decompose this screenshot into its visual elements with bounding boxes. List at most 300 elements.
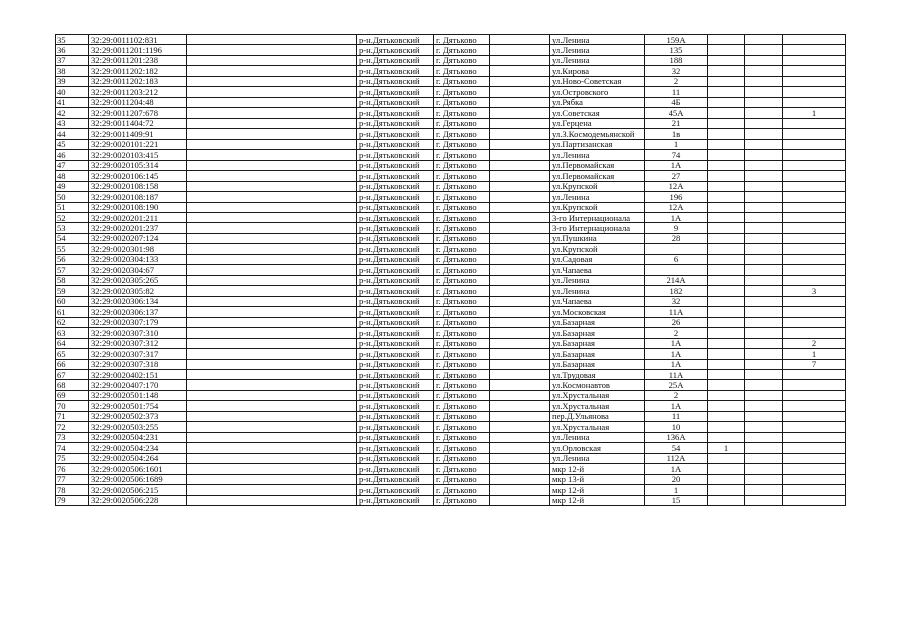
street-cell: мкр 13-й <box>550 474 645 484</box>
object-name-cell <box>187 192 357 202</box>
building-cell <box>708 192 745 202</box>
row-number-cell: 47 <box>56 160 89 170</box>
city-cell: г. Дятьково <box>434 129 490 139</box>
house-number-cell: 74 <box>645 150 708 160</box>
city-cell: г. Дятьково <box>434 275 490 285</box>
district-cell: р-н.Дятьковский <box>357 401 434 411</box>
cadastral-number-cell: 32:29:0020307:317 <box>89 349 187 359</box>
row-number-cell: 79 <box>56 495 89 505</box>
house-number-cell: 188 <box>645 55 708 65</box>
apartment-cell <box>745 118 783 128</box>
cadastral-number-cell: 32:29:0020306:134 <box>89 296 187 306</box>
table-row <box>56 171 846 181</box>
city-cell: г. Дятьково <box>434 349 490 359</box>
house-number-cell: 4Б <box>645 97 708 107</box>
table-row <box>56 485 846 495</box>
object-name-cell <box>187 338 357 348</box>
house-number-cell: 6 <box>645 254 708 264</box>
district-cell: р-н.Дятьковский <box>357 464 434 474</box>
table-row <box>56 192 846 202</box>
table-row <box>56 55 846 65</box>
house-number-cell: 12А <box>645 202 708 212</box>
building-cell <box>708 129 745 139</box>
quantity-cell <box>783 202 846 212</box>
street-cell: ул.Садовая <box>550 254 645 264</box>
cadastral-number-cell: 32:29:0020506:1601 <box>89 464 187 474</box>
building-cell <box>708 453 745 463</box>
object-name-cell <box>187 76 357 86</box>
street-cell: пер.Д.Ульянова <box>550 411 645 421</box>
apartment-cell <box>745 474 783 484</box>
city-cell: г. Дятьково <box>434 150 490 160</box>
table-row <box>56 202 846 212</box>
city-cell: г. Дятьково <box>434 45 490 55</box>
settlement-cell <box>490 422 550 432</box>
district-cell: р-н.Дятьковский <box>357 432 434 442</box>
table-row <box>56 265 846 275</box>
apartment-cell <box>745 380 783 390</box>
street-cell: ул.Ленина <box>550 150 645 160</box>
building-cell <box>708 286 745 296</box>
row-number-cell: 61 <box>56 307 89 317</box>
settlement-cell <box>490 202 550 212</box>
row-number-cell: 57 <box>56 265 89 275</box>
cadastral-number-cell: 32:29:0020407:170 <box>89 380 187 390</box>
cadastral-number-cell: 32:29:0020304:133 <box>89 254 187 264</box>
object-name-cell <box>187 464 357 474</box>
cadastral-number-cell: 32:29:0020106:145 <box>89 171 187 181</box>
cadastral-number-cell: 32:29:0020304:67 <box>89 265 187 275</box>
object-name-cell <box>187 275 357 285</box>
house-number-cell: 1А <box>645 349 708 359</box>
quantity-cell <box>783 474 846 484</box>
apartment-cell <box>745 349 783 359</box>
object-name-cell <box>187 66 357 76</box>
cadastral-number-cell: 32:29:0011207:678 <box>89 108 187 118</box>
apartment-cell <box>745 370 783 380</box>
apartment-cell <box>745 233 783 243</box>
settlement-cell <box>490 349 550 359</box>
table-row <box>56 401 846 411</box>
row-number-cell: 41 <box>56 97 89 107</box>
district-cell: р-н.Дятьковский <box>357 139 434 149</box>
cadastral-number-cell: 32:29:0020305:82 <box>89 286 187 296</box>
settlement-cell <box>490 223 550 233</box>
apartment-cell <box>745 495 783 505</box>
district-cell: р-н.Дятьковский <box>357 45 434 55</box>
table-row <box>56 244 846 254</box>
building-cell <box>708 171 745 181</box>
cadastral-number-cell: 32:29:0020307:318 <box>89 359 187 369</box>
street-cell: ул.Ново-Советская <box>550 76 645 86</box>
settlement-cell <box>490 307 550 317</box>
street-cell: мкр 12-й <box>550 464 645 474</box>
object-name-cell <box>187 171 357 181</box>
apartment-cell <box>745 171 783 181</box>
apartment-cell <box>745 265 783 275</box>
object-name-cell <box>187 212 357 222</box>
cadastral-number-cell: 32:29:0011201:238 <box>89 55 187 65</box>
settlement-cell <box>490 254 550 264</box>
house-number-cell: 9 <box>645 223 708 233</box>
district-cell: р-н.Дятьковский <box>357 495 434 505</box>
district-cell: р-н.Дятьковский <box>357 35 434 45</box>
object-name-cell <box>187 453 357 463</box>
district-cell: р-н.Дятьковский <box>357 338 434 348</box>
building-cell <box>708 474 745 484</box>
district-cell: р-н.Дятьковский <box>357 474 434 484</box>
object-name-cell <box>187 485 357 495</box>
object-name-cell <box>187 296 357 306</box>
table-row <box>56 380 846 390</box>
object-name-cell <box>187 328 357 338</box>
street-cell: ул.Базарная <box>550 349 645 359</box>
city-cell: г. Дятьково <box>434 464 490 474</box>
object-name-cell <box>187 286 357 296</box>
row-number-cell: 42 <box>56 108 89 118</box>
cadastral-number-cell: 32:29:0020108:190 <box>89 202 187 212</box>
street-cell: ул.Базарная <box>550 338 645 348</box>
district-cell: р-н.Дятьковский <box>357 286 434 296</box>
table-row <box>56 118 846 128</box>
house-number-cell: 159А <box>645 35 708 45</box>
cadastral-number-cell: 32:29:0020307:310 <box>89 328 187 338</box>
table-body <box>56 35 846 506</box>
settlement-cell <box>490 411 550 421</box>
object-name-cell <box>187 160 357 170</box>
cadastral-number-cell: 32:29:0020201:211 <box>89 212 187 222</box>
apartment-cell <box>745 192 783 202</box>
table-row <box>56 443 846 453</box>
table-row <box>56 296 846 306</box>
building-cell <box>708 55 745 65</box>
object-name-cell <box>187 411 357 421</box>
table-row <box>56 129 846 139</box>
apartment-cell <box>745 307 783 317</box>
district-cell: р-н.Дятьковский <box>357 118 434 128</box>
city-cell: г. Дятьково <box>434 443 490 453</box>
district-cell: р-н.Дятьковский <box>357 192 434 202</box>
table-row <box>56 411 846 421</box>
row-number-cell: 65 <box>56 349 89 359</box>
object-name-cell <box>187 265 357 275</box>
city-cell: г. Дятьково <box>434 223 490 233</box>
quantity-cell: 3 <box>783 286 846 296</box>
table-row <box>56 349 846 359</box>
street-cell: ул.Хрустальная <box>550 422 645 432</box>
settlement-cell <box>490 390 550 400</box>
apartment-cell <box>745 35 783 45</box>
row-number-cell: 60 <box>56 296 89 306</box>
object-name-cell <box>187 233 357 243</box>
row-number-cell: 74 <box>56 443 89 453</box>
house-number-cell: 27 <box>645 171 708 181</box>
apartment-cell <box>745 254 783 264</box>
building-cell <box>708 401 745 411</box>
street-cell: ул.Чапаева <box>550 265 645 275</box>
street-cell: ул.Ленина <box>550 453 645 463</box>
street-cell: ул.Орловская <box>550 443 645 453</box>
settlement-cell <box>490 275 550 285</box>
building-cell <box>708 338 745 348</box>
apartment-cell <box>745 55 783 65</box>
building-cell <box>708 495 745 505</box>
house-number-cell <box>645 244 708 254</box>
quantity-cell <box>783 223 846 233</box>
building-cell <box>708 244 745 254</box>
row-number-cell: 58 <box>56 275 89 285</box>
apartment-cell <box>745 453 783 463</box>
settlement-cell <box>490 108 550 118</box>
building-cell <box>708 265 745 275</box>
object-name-cell <box>187 359 357 369</box>
apartment-cell <box>745 97 783 107</box>
settlement-cell <box>490 432 550 442</box>
district-cell: р-н.Дятьковский <box>357 181 434 191</box>
row-number-cell: 67 <box>56 370 89 380</box>
district-cell: р-н.Дятьковский <box>357 202 434 212</box>
apartment-cell <box>745 411 783 421</box>
settlement-cell <box>490 286 550 296</box>
street-cell: ул.Крупской <box>550 244 645 254</box>
district-cell: р-н.Дятьковский <box>357 160 434 170</box>
city-cell: г. Дятьково <box>434 87 490 97</box>
row-number-cell: 36 <box>56 45 89 55</box>
row-number-cell: 72 <box>56 422 89 432</box>
table-row <box>56 181 846 191</box>
apartment-cell <box>745 275 783 285</box>
street-cell: 3-го Интернационала <box>550 212 645 222</box>
house-number-cell: 196 <box>645 192 708 202</box>
house-number-cell: 1А <box>645 464 708 474</box>
cadastral-number-cell: 32:29:0020503:255 <box>89 422 187 432</box>
house-number-cell: 54 <box>645 443 708 453</box>
quantity-cell <box>783 485 846 495</box>
settlement-cell <box>490 265 550 275</box>
street-cell: ул.Чапаева <box>550 296 645 306</box>
building-cell <box>708 76 745 86</box>
settlement-cell <box>490 76 550 86</box>
city-cell: г. Дятьково <box>434 474 490 484</box>
quantity-cell <box>783 328 846 338</box>
apartment-cell <box>745 296 783 306</box>
city-cell: г. Дятьково <box>434 192 490 202</box>
city-cell: г. Дятьково <box>434 453 490 463</box>
row-number-cell: 51 <box>56 202 89 212</box>
house-number-cell: 135 <box>645 45 708 55</box>
apartment-cell <box>745 359 783 369</box>
building-cell <box>708 97 745 107</box>
cadastral-number-cell: 32:29:0020306:137 <box>89 307 187 317</box>
quantity-cell <box>783 212 846 222</box>
building-cell <box>708 223 745 233</box>
row-number-cell: 53 <box>56 223 89 233</box>
apartment-cell <box>745 286 783 296</box>
district-cell: р-н.Дятьковский <box>357 422 434 432</box>
settlement-cell <box>490 495 550 505</box>
quantity-cell <box>783 150 846 160</box>
quantity-cell: 1 <box>783 349 846 359</box>
cadastral-number-cell: 32:29:0011202:183 <box>89 76 187 86</box>
quantity-cell <box>783 390 846 400</box>
district-cell: р-н.Дятьковский <box>357 171 434 181</box>
house-number-cell: 11 <box>645 87 708 97</box>
city-cell: г. Дятьково <box>434 338 490 348</box>
city-cell: г. Дятьково <box>434 35 490 45</box>
quantity-cell <box>783 296 846 306</box>
city-cell: г. Дятьково <box>434 495 490 505</box>
settlement-cell <box>490 453 550 463</box>
house-number-cell: 1А <box>645 359 708 369</box>
table-row <box>56 474 846 484</box>
object-name-cell <box>187 55 357 65</box>
quantity-cell <box>783 275 846 285</box>
apartment-cell <box>745 45 783 55</box>
street-cell: ул.Ленина <box>550 192 645 202</box>
apartment-cell <box>745 422 783 432</box>
quantity-cell <box>783 97 846 107</box>
row-number-cell: 45 <box>56 139 89 149</box>
street-cell: ул.Ленина <box>550 45 645 55</box>
settlement-cell <box>490 317 550 327</box>
street-cell: ул.Базарная <box>550 328 645 338</box>
apartment-cell <box>745 212 783 222</box>
table-row <box>56 286 846 296</box>
street-cell: ул.Крупской <box>550 181 645 191</box>
district-cell: р-н.Дятьковский <box>357 380 434 390</box>
cadastral-number-cell: 32:29:0020506:228 <box>89 495 187 505</box>
apartment-cell <box>745 244 783 254</box>
row-number-cell: 70 <box>56 401 89 411</box>
cadastral-number-cell: 32:29:0011203:212 <box>89 87 187 97</box>
district-cell: р-н.Дятьковский <box>357 97 434 107</box>
street-cell: ул.Московская <box>550 307 645 317</box>
table-row <box>56 87 846 97</box>
building-cell <box>708 66 745 76</box>
settlement-cell <box>490 443 550 453</box>
table-row <box>56 254 846 264</box>
settlement-cell <box>490 233 550 243</box>
house-number-cell: 21 <box>645 118 708 128</box>
building-cell <box>708 254 745 264</box>
street-cell: мкр 12-й <box>550 485 645 495</box>
city-cell: г. Дятьково <box>434 55 490 65</box>
quantity-cell <box>783 87 846 97</box>
settlement-cell <box>490 45 550 55</box>
street-cell: ул.Герцена <box>550 118 645 128</box>
row-number-cell: 35 <box>56 35 89 45</box>
district-cell: р-н.Дятьковский <box>357 108 434 118</box>
house-number-cell <box>645 265 708 275</box>
district-cell: р-н.Дятьковский <box>357 265 434 275</box>
quantity-cell <box>783 443 846 453</box>
table-row <box>56 108 846 118</box>
apartment-cell <box>745 443 783 453</box>
row-number-cell: 49 <box>56 181 89 191</box>
row-number-cell: 38 <box>56 66 89 76</box>
cadastral-number-cell: 32:29:0020101:221 <box>89 139 187 149</box>
table-row <box>56 35 846 45</box>
district-cell: р-н.Дятьковский <box>357 244 434 254</box>
street-cell: ул.Базарная <box>550 359 645 369</box>
settlement-cell <box>490 485 550 495</box>
object-name-cell <box>187 181 357 191</box>
apartment-cell <box>745 432 783 442</box>
building-cell <box>708 349 745 359</box>
cadastral-number-cell: 32:29:0020201:237 <box>89 223 187 233</box>
table-row <box>56 307 846 317</box>
object-name-cell <box>187 495 357 505</box>
settlement-cell <box>490 212 550 222</box>
district-cell: р-н.Дятьковский <box>357 370 434 380</box>
district-cell: р-н.Дятьковский <box>357 129 434 139</box>
object-name-cell <box>187 443 357 453</box>
district-cell: р-н.Дятьковский <box>357 317 434 327</box>
street-cell: ул.Первомайская <box>550 171 645 181</box>
row-number-cell: 66 <box>56 359 89 369</box>
cadastral-number-cell: 32:29:0020504:231 <box>89 432 187 442</box>
cadastral-number-cell: 32:29:0020105:314 <box>89 160 187 170</box>
quantity-cell <box>783 317 846 327</box>
object-name-cell <box>187 380 357 390</box>
table-row <box>56 432 846 442</box>
district-cell: р-н.Дятьковский <box>357 485 434 495</box>
district-cell: р-н.Дятьковский <box>357 212 434 222</box>
city-cell: г. Дятьково <box>434 411 490 421</box>
row-number-cell: 40 <box>56 87 89 97</box>
city-cell: г. Дятьково <box>434 317 490 327</box>
city-cell: г. Дятьково <box>434 380 490 390</box>
property-register-table <box>55 34 846 506</box>
settlement-cell <box>490 35 550 45</box>
document-page <box>55 34 846 506</box>
street-cell: ул.Базарная <box>550 317 645 327</box>
street-cell: ул.Крупской <box>550 202 645 212</box>
row-number-cell: 76 <box>56 464 89 474</box>
city-cell: г. Дятьково <box>434 359 490 369</box>
street-cell: 3-го Интернационала <box>550 223 645 233</box>
apartment-cell <box>745 139 783 149</box>
district-cell: р-н.Дятьковский <box>357 66 434 76</box>
city-cell: г. Дятьково <box>434 265 490 275</box>
table-row <box>56 139 846 149</box>
building-cell <box>708 139 745 149</box>
house-number-cell: 11А <box>645 307 708 317</box>
table-row <box>56 66 846 76</box>
building-cell <box>708 370 745 380</box>
street-cell: ул.Рябка <box>550 97 645 107</box>
apartment-cell <box>745 401 783 411</box>
quantity-cell <box>783 76 846 86</box>
district-cell: р-н.Дятьковский <box>357 275 434 285</box>
quantity-cell <box>783 307 846 317</box>
building-cell <box>708 422 745 432</box>
settlement-cell <box>490 464 550 474</box>
house-number-cell: 1 <box>645 485 708 495</box>
quantity-cell: 2 <box>783 338 846 348</box>
row-number-cell: 48 <box>56 171 89 181</box>
district-cell: р-н.Дятьковский <box>357 390 434 400</box>
street-cell: ул.Советская <box>550 108 645 118</box>
row-number-cell: 50 <box>56 192 89 202</box>
cadastral-number-cell: 32:29:0020305:265 <box>89 275 187 285</box>
table-row <box>56 76 846 86</box>
object-name-cell <box>187 422 357 432</box>
object-name-cell <box>187 223 357 233</box>
settlement-cell <box>490 370 550 380</box>
apartment-cell <box>745 485 783 495</box>
cadastral-number-cell: 32:29:0011202:182 <box>89 66 187 76</box>
